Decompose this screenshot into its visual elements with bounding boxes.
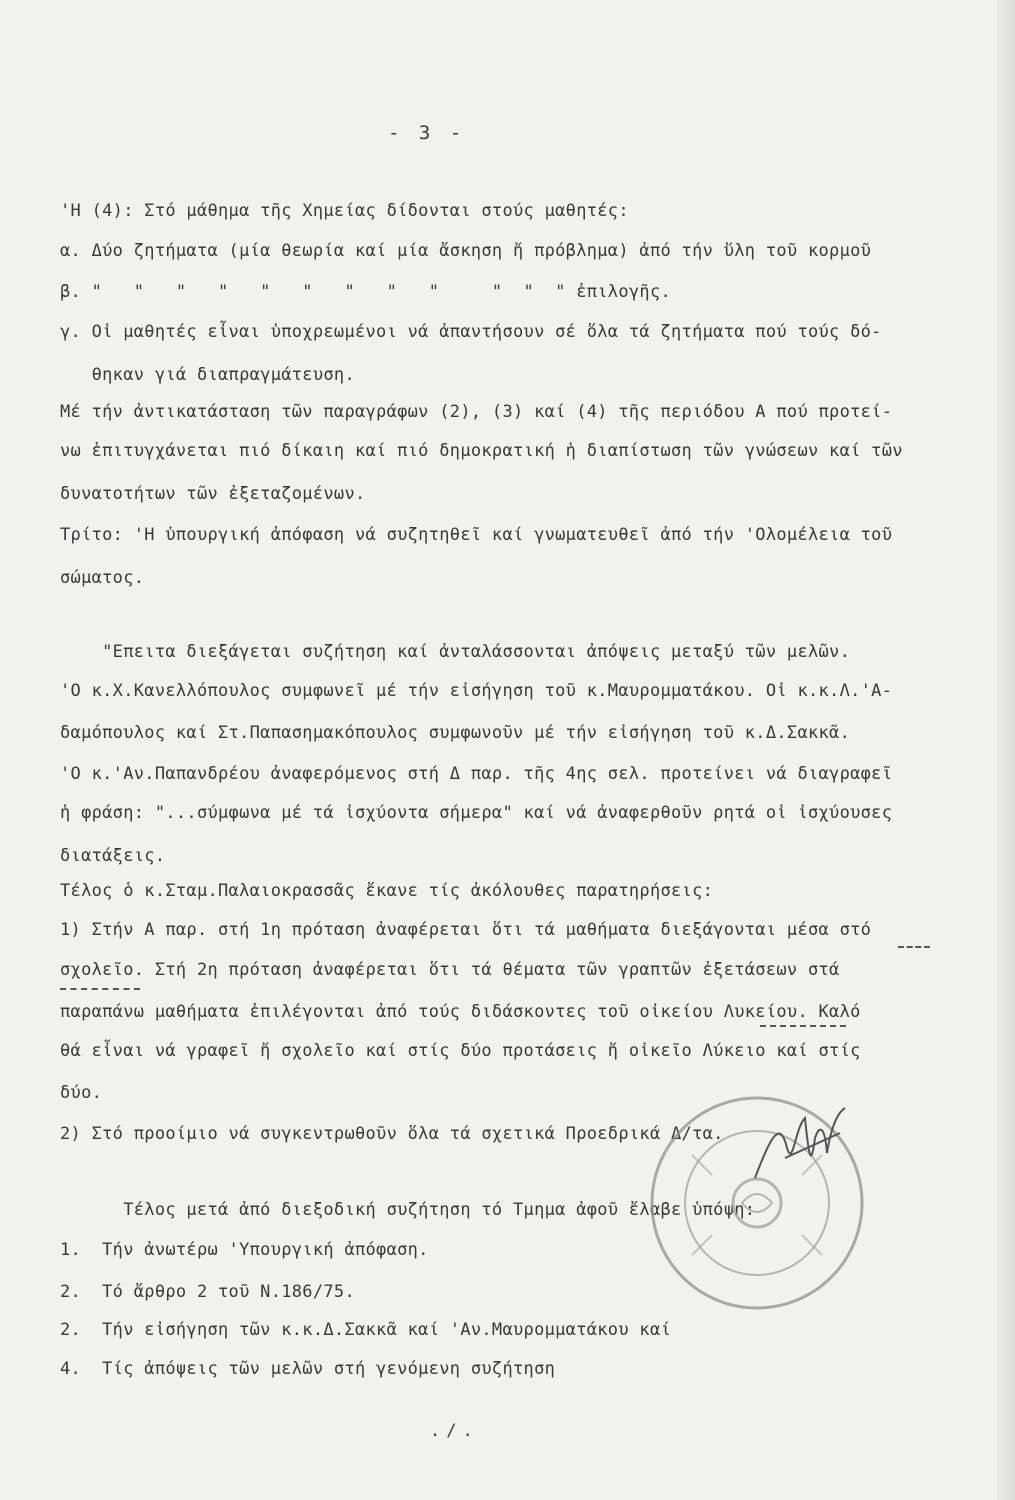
continuation-mark: ./. xyxy=(430,1421,479,1441)
text-line: Τέλος ὁ κ.Σταμ.Παλαιοκρασσᾶς ἔκανε τίς ἀκόλουθες παρατηρήσεις: xyxy=(60,881,714,901)
text-line: γ. Οἱ μαθητές εἶναι ὑποχρεωμένοι νά ἀπαντήσουν σέ ὅλα τά ζητήματα πού τούς δό- xyxy=(60,322,882,342)
text-line: δυνατοτήτων τῶν ἐξεταζομένων. xyxy=(60,484,366,504)
text-line: 2. Τό ἄρθρο 2 τοῦ Ν.186/75. xyxy=(60,1282,355,1302)
text-line: σώματος. xyxy=(60,568,145,588)
text-line: 'Η (4): Στό μάθημα τῆς Χημείας δίδονται στούς μαθητές: xyxy=(60,201,629,221)
text-line: "Επειτα διεξάγεται συζήτηση καί ἀνταλάσσονται ἀπόψεις μεταξύ τῶν μελῶν. xyxy=(60,642,851,662)
text-line: 'Ο κ.Χ.Κανελλόπουλος συμφωνεῖ μέ τήν εἰσήγηση τοῦ κ.Μαυρομματάκου. Οἱ κ.κ.Λ.'Α- xyxy=(60,681,893,701)
text-line: νω ἐπιτυγχάνεται πιό δίκαιη καί πιό δημοκρατική ἡ διαπίστωση τῶν γνώσεων καί τῶν xyxy=(60,441,903,461)
text-line: θά εἶναι νά γραφεῖ ἤ σχολεῖο καί στίς δύο προτάσεις ἤ οἰκεῖο Λύκειο καί στίς xyxy=(60,1041,861,1061)
text-line: σχολεῖο. Στή 2η πρόταση ἀναφέρεται ὅτι τά θέματα τῶν γραπτῶν ἐξετάσεων στά xyxy=(60,960,840,980)
underline-mark xyxy=(898,946,930,948)
text-line: 1. Τήν ἀνωτέρω 'Υπουργική ἀπόφαση. xyxy=(60,1240,429,1260)
text-line: Τέλος μετά ἀπό διεξοδική συζήτηση τό Τμημα ἀφοῦ ἔλαβε ὑπόψη: xyxy=(60,1200,756,1220)
text-line: 2. Τήν εἰσήγηση τῶν κ.κ.Δ.Σακκᾶ καί 'Αν.Μαυρομματάκου καί xyxy=(60,1320,672,1340)
text-line: δύο. xyxy=(60,1083,103,1103)
page-edge-shadow xyxy=(997,0,1015,1500)
text-line: θηκαν γιά διαπραγμάτευση. xyxy=(60,365,355,385)
signature-icon xyxy=(745,1098,865,1188)
page-number: - 3 - xyxy=(388,122,466,144)
text-line: Μέ τήν ἀντικατάσταση τῶν παραγράφων (2), (3) καί (4) τῆς περιόδου Α πού προτεί- xyxy=(60,402,893,422)
text-line: δαμόπουλος καί Στ.Παπασημακόπουλος συμφωνοῦν μέ τήν εἰσήγηση τοῦ κ.Δ.Σακκᾶ. xyxy=(60,723,851,743)
text-line: παραπάνω μαθήματα ἐπιλέγονται ἀπό τούς διδάσκοντες τοῦ οἰκείου Λυκείου. Καλό xyxy=(60,1002,861,1022)
text-line: 2) Στό προοίμιο νά συγκεντρωθοῦν ὅλα τά σχετικά Προεδρικά Δ/τα. xyxy=(60,1124,724,1144)
text-line: α. Δύο ζητήματα (μία θεωρία καί μία ἄσκηση ἤ πρόβλημα) ἀπό τήν ὕλη τοῦ κορμοῦ xyxy=(60,241,872,261)
text-line: β. " " " " " " " " " " " " ἐπιλογῆς. xyxy=(60,282,672,302)
text-line: 4. Τίς ἀπόψεις τῶν μελῶν στή γενόμενη συζήτηση xyxy=(60,1359,556,1379)
text-line: ἡ φράση: "...σύμφωνα μέ τά ἰσχύοντα σήμερα" καί νά ἀναφερθοῦν ρητά οἱ ἰσχύουσες xyxy=(60,803,893,823)
text-line: Τρίτο: 'Η ὑπουργική ἀπόφαση νά συζητηθεῖ καί γνωματευθεῖ ἀπό τήν 'Ολομέλεια τοῦ xyxy=(60,525,893,545)
underline-mark xyxy=(60,988,140,990)
text-line: 1) Στήν Α παρ. στή 1η πρόταση ἀναφέρεται ὅτι τά μαθήματα διεξάγονται μέσα στό xyxy=(60,920,872,940)
underline-mark xyxy=(760,1025,846,1027)
text-line: διατάξεις. xyxy=(60,846,166,866)
text-line: 'Ο κ.'Αν.Παπανδρέου ἀναφερόμενος στή Δ παρ. τῆς 4ης σελ. προτείνει νά διαγραφεῖ xyxy=(60,764,893,784)
